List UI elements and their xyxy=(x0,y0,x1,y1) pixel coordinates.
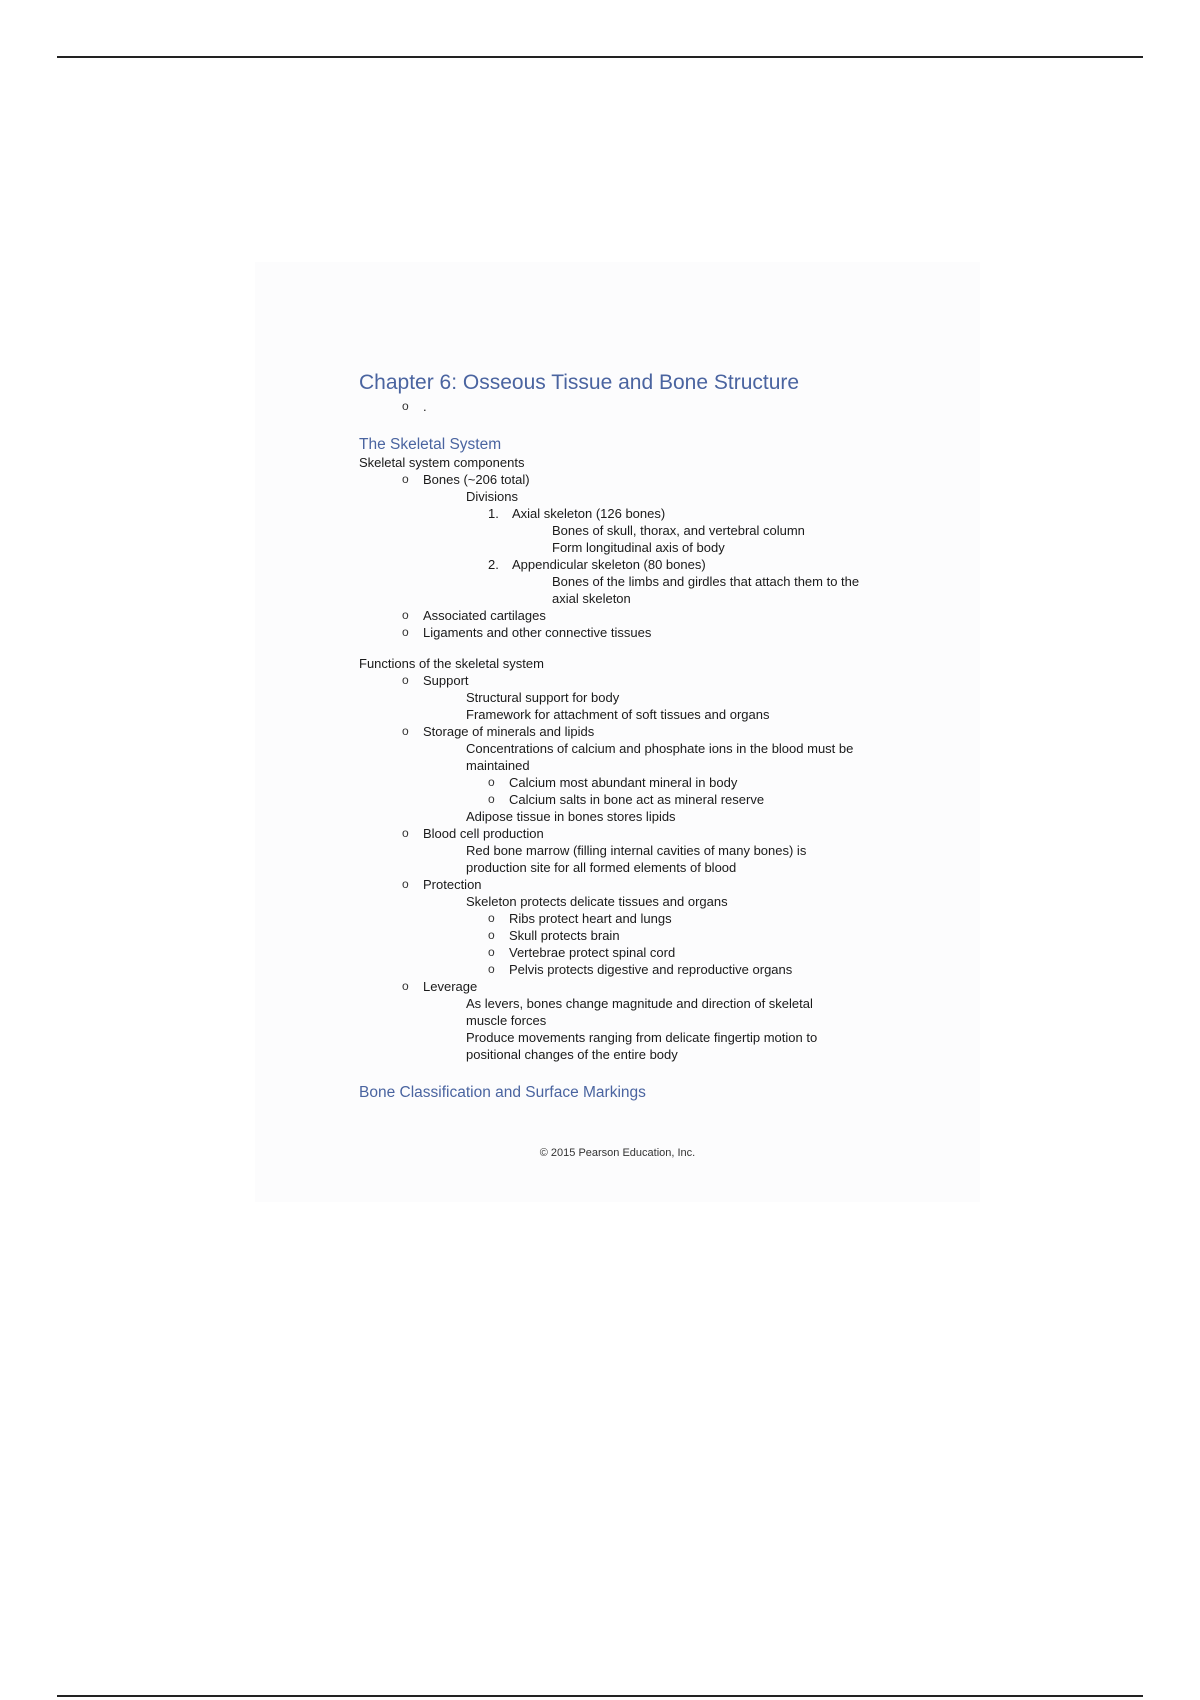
section-heading-bone-classification: Bone Classification and Surface Markings xyxy=(359,1084,646,1101)
list-item xyxy=(359,471,919,488)
list-item xyxy=(359,706,919,723)
list-item xyxy=(359,672,919,689)
document-body xyxy=(359,370,919,1102)
list-item xyxy=(359,876,919,893)
circle-bullet-icon: o xyxy=(488,775,495,789)
list-item-text: Calcium most abundant mineral in body xyxy=(509,775,738,790)
circle-bullet-icon: o xyxy=(402,608,409,622)
chapter-title: Chapter 6: Osseous Tissue and Bone Structure xyxy=(359,371,800,394)
list-item xyxy=(359,573,919,607)
circle-bullet-icon: o xyxy=(402,826,409,840)
list-item xyxy=(359,505,919,522)
list-item-text: Bones of skull, thorax, and vertebral column xyxy=(552,523,805,538)
list-item xyxy=(359,740,919,774)
list-item xyxy=(359,522,919,539)
list-item xyxy=(359,842,919,876)
list-item xyxy=(359,944,919,961)
subheading-functions: Functions of the skeletal system xyxy=(359,656,544,671)
list-item xyxy=(359,825,919,842)
list-item xyxy=(359,995,919,1029)
circle-bullet-icon: o xyxy=(488,928,495,942)
list-item-text: Associated cartilages xyxy=(423,608,546,623)
section-heading-skeletal-system: The Skeletal System xyxy=(359,436,502,453)
list-item-text: Framework for attachment of soft tissues and organs xyxy=(466,707,770,722)
subheading-components: Skeletal system components xyxy=(359,455,525,470)
list-item-text: Adipose tissue in bones stores lipids xyxy=(466,809,676,824)
list-item xyxy=(359,689,919,706)
top-rule xyxy=(57,56,1143,58)
list-item-text: Bones of the limbs and girdles that attach them to the axial skeleton xyxy=(552,574,860,606)
list-item xyxy=(359,488,919,505)
list-item xyxy=(359,893,919,910)
list-item-text: . xyxy=(423,399,427,414)
list-item-text: As levers, bones change magnitude and direction of skeletal muscle forces xyxy=(466,996,813,1028)
list-item xyxy=(359,624,919,641)
list-item xyxy=(359,774,919,791)
list-item-text: Vertebrae protect spinal cord xyxy=(509,945,676,960)
list-item xyxy=(359,398,919,415)
circle-bullet-icon: o xyxy=(488,911,495,925)
list-number: 1. xyxy=(488,506,499,521)
circle-bullet-icon: o xyxy=(488,945,495,959)
circle-bullet-icon: o xyxy=(402,472,409,486)
list-item-text: Blood cell production xyxy=(423,826,544,841)
list-item-text: Form longitudinal axis of body xyxy=(552,540,725,555)
list-item-text: Skull protects brain xyxy=(509,928,620,943)
list-item-text: Red bone marrow (filling internal cavities of many bones) is production site for all formed elements of blood xyxy=(466,843,807,875)
list-item xyxy=(359,556,919,573)
list-item-text: Divisions xyxy=(466,489,519,504)
circle-bullet-icon: o xyxy=(402,724,409,738)
circle-bullet-icon: o xyxy=(402,673,409,687)
list-item xyxy=(359,539,919,556)
circle-bullet-icon: o xyxy=(402,625,409,639)
list-item-text: Calcium salts in bone act as mineral reserve xyxy=(509,792,765,807)
list-item xyxy=(359,978,919,995)
list-item xyxy=(359,791,919,808)
list-item xyxy=(359,1029,919,1063)
list-item-text: Produce movements ranging from delicate fingertip motion to positional changes of the entire body xyxy=(466,1030,818,1062)
list-item-text: Support xyxy=(423,673,469,688)
list-item-text: Pelvis protects digestive and reproductive organs xyxy=(509,962,793,977)
list-item-text: Concentrations of calcium and phosphate ions in the blood must be maintained xyxy=(466,741,854,773)
circle-bullet-icon: o xyxy=(402,979,409,993)
list-item xyxy=(359,910,919,927)
list-item xyxy=(359,961,919,978)
list-item xyxy=(359,723,919,740)
list-item xyxy=(359,808,919,825)
list-item-text: Protection xyxy=(423,877,482,892)
list-item-text: Ribs protect heart and lungs xyxy=(509,911,672,926)
copyright-footer: © 2015 Pearson Education, Inc. xyxy=(539,1147,696,1159)
list-item-text: Storage of minerals and lipids xyxy=(423,724,595,739)
circle-bullet-icon: o xyxy=(488,962,495,976)
list-item-text: Axial skeleton (126 bones) xyxy=(512,506,666,521)
circle-bullet-icon: o xyxy=(402,399,409,413)
list-item-text: Appendicular skeleton (80 bones) xyxy=(512,557,706,572)
list-item xyxy=(359,927,919,944)
circle-bullet-icon: o xyxy=(488,792,495,806)
list-item-text: Bones (~206 total) xyxy=(423,472,530,487)
list-item-text: Structural support for body xyxy=(466,690,620,705)
list-item-text: Ligaments and other connective tissues xyxy=(423,625,652,640)
list-item-text: Skeleton protects delicate tissues and organs xyxy=(466,894,728,909)
list-number: 2. xyxy=(488,557,499,572)
list-item xyxy=(359,607,919,624)
bottom-rule xyxy=(57,1695,1143,1697)
list-item-text: Leverage xyxy=(423,979,478,994)
circle-bullet-icon: o xyxy=(402,877,409,891)
